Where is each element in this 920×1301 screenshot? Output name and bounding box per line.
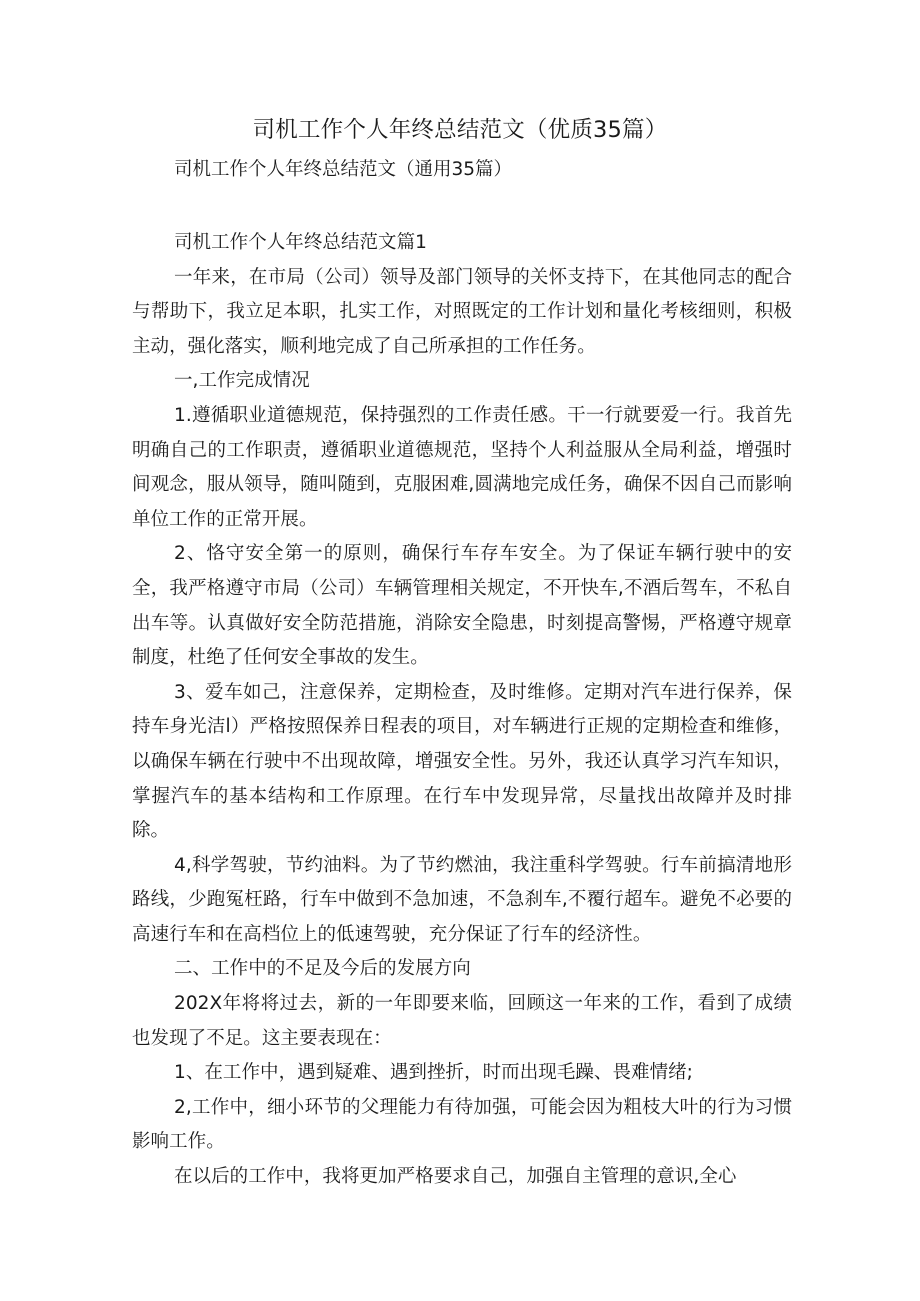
heading-work-completion: 一,工作完成情况 [174,370,310,392]
paragraph-item-1: 1.遵循职业道德规范，保持强烈的工作责任感。干一行就要爱一行。我首先明确自己的工作职责，遵循职业道德规范，坚持个人利益服从全局利益，增强时间观念，服从领导，随叫随到，克服困难,圆满地完成任务，确保不因自己而影响单位工作的正常开展。 [132,404,792,530]
paragraph-future: 在以后的工作中，我将更加严格要求自己，加强自主管理的意识,全心 [174,1166,737,1188]
paragraph-item-3: 3、爱车如己，注意保养，定期检查，及时维修。定期对汽车进行保养，保持车身光洁l）严格按照保养日程表的项目，对车辆进行正规的定期检查和维修，以确保车辆在行驶中不出现故障，增强安全性。另外，我还认真学习汽车知识，掌握汽车的基本结构和工作原理。在行车中发现异常，尽量找出故障并及时排除。 [132,681,792,842]
paragraph-item-2: 2、恪守安全第一的原则，确保行车存车安全。为了保证车辆行驶中的安全，我严格遵守市局（公司）车辆管理相关规定，不开快车,不酒后驾车，不私自出车等。认真做好安全防范措施，消除安全隐患，时刻提高警惕，严格遵守规章制度，杜绝了任何安全事故的发生。 [132,543,792,669]
paragraph-review: 202X年将将过去，新的一年即要来临，回顾这一年来的工作，看到了成绩也发现了不足。这主要表现在： [132,993,792,1049]
paragraph-item-4: 4,科学驾驶，节约油料。为了节约燃油，我注重科学驾驶。行车前搞清地形路线，少跑冤枉路，行车中做到不急加速，不急刹车,不覆行超车。避免不必要的高速行车和在高档位上的低速驾驶，充分保证了行车的经济性。 [132,854,792,945]
section-heading: 司机工作个人年终总结范文篇1 [174,232,427,253]
paragraph-shortcoming-1: 1、在工作中，遇到疑难、遇到挫折，时而出现毛躁、畏难情绪; [174,1062,693,1084]
document-title: 司机工作个人年终总结范文（优质35篇） [252,117,668,143]
document-body [132,226,792,1195]
document-subtitle: 司机工作个人年终总结范文（通用35篇） [174,159,513,180]
paragraph-shortcoming-2: 2,工作中，细小环节的父理能力有待加强，可能会因为粗枝大叶的行为习惯影响工作。 [132,1096,792,1153]
paragraph-intro: 一年来，在市局（公司）领导及部门领导的关怀支持下，在其他同志的配合与帮助下，我立足本职，扎实工作，对照既定的工作计划和量化考核细则，积极主动，强化落实，顺利地完成了自己所承担的工作任务。 [132,266,792,357]
heading-shortcomings: 二、工作中的不足及今后的发展方向 [174,958,471,980]
